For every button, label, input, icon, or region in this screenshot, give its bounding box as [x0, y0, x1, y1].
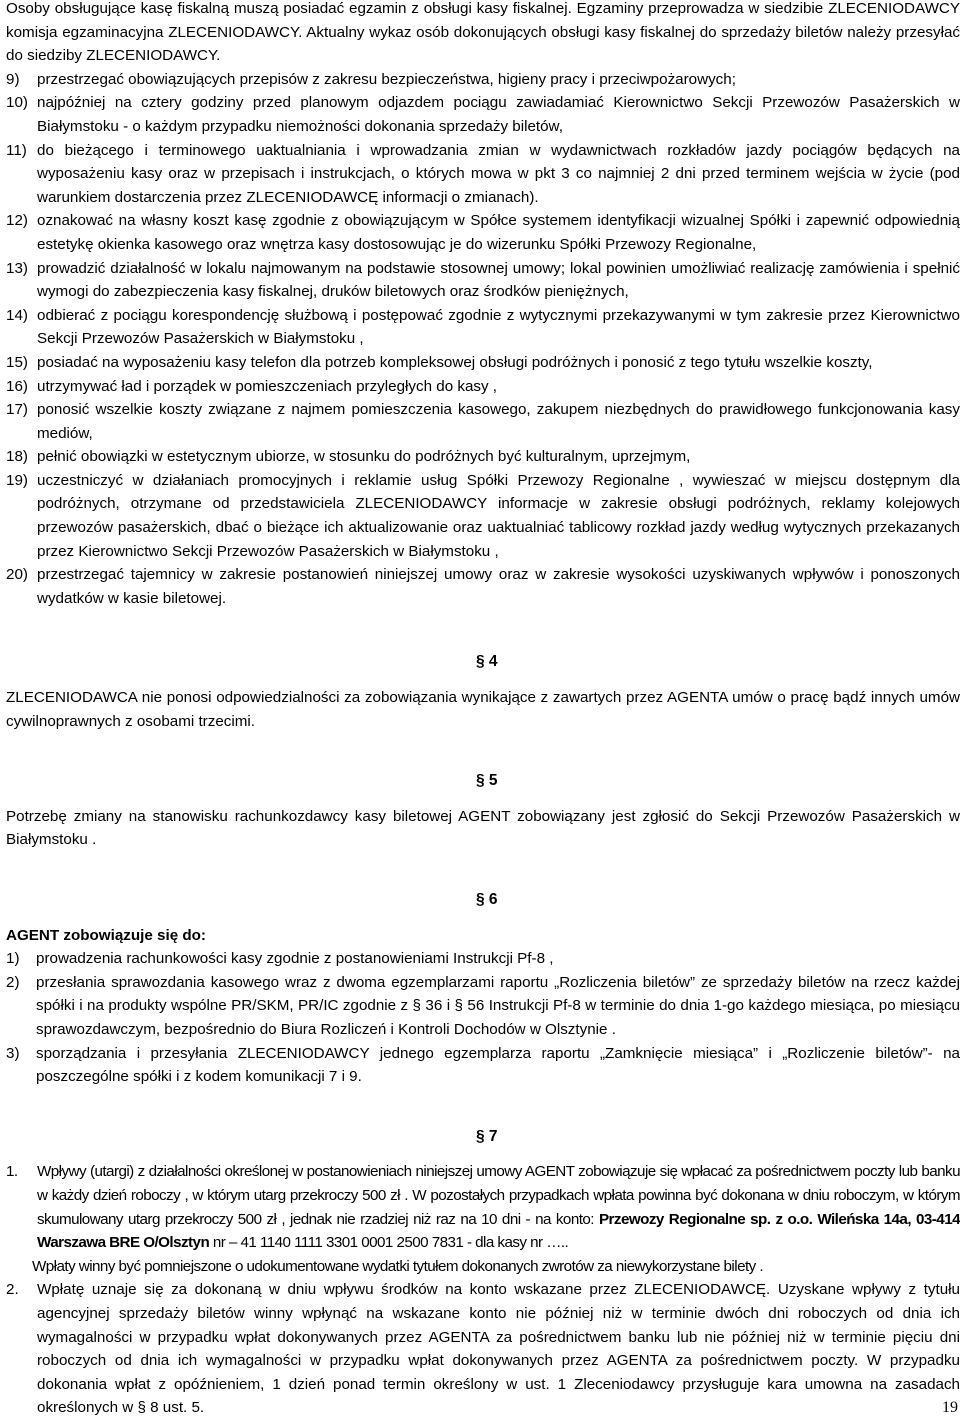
list-item: 15) posiadać na wyposażeniu kasy telefon dla potrzeb kompleksowej obsługi podróżnych i ponosić z tego tytułu wszelkie koszty,	[6, 353, 873, 371]
account-holder: Przewozy Regionalne sp. z o.o. Wileńska 14a, 03-414 Warszawa BRE O/Olsztyn	[37, 1210, 960, 1252]
section-6-lead: AGENT zobowiązuje się do:	[6, 926, 206, 944]
list-item: 10) najpóźniej na cztery godziny przed planowym odjazdem pociągu zawiadamiać Kierownictwo Sekcji Przewozów Pasażerskich w Białymstoku - o każdym przypadku niemożności dokonania sprzedaży biletów,	[6, 94, 960, 135]
list-item: 1) prowadzenia rachunkowości kasy zgodnie z postanowieniami Instrukcji Pf-8 ,	[6, 950, 554, 968]
list-item: 3) sporządzania i przesyłania ZLECENIODAWCY jednego egzemplarza raportu „Zamknięcie miesiąca” i „Rozliczenie biletów”- na poszczególne spółki i z kodem komunikacji 7 i 9.	[6, 1044, 960, 1086]
point-1-text: Wpływy (utargi) z działalności określonej w postanowieniach niniejszej umowy AGENT zobowiązuje się wpłacać za pośrednictwem poczty lub banku w każdy dzień roboczy , w którym utarg przekroczy 500 zł . W pozostałych przypadkach wpłata powinna być dokonana w dniu roboczym, w którym skumulowany utarg przekroczy 500 zł , jednak nie rzadziej niż raz na 10 dni - na konto:	[37, 1163, 960, 1228]
section-4-text: ZLECENIODAWCA nie ponosi odpowiedzialności za zobowiązania wynikające z zawartych przez AGENTA umów o pracę bądź innych umów cywilnoprawnych z osobami trzecimi.	[6, 689, 960, 730]
account-number: nr – 41 1140 1111 3301 0001 2500 7831 - dla kasy nr …..	[212, 1234, 569, 1252]
list-item: 17) ponosić wszelkie koszty związane z najmem pomieszczenia kasowego, zakupem niezbędnych do prawidłowego funkcjonowania kasy mediów,	[6, 401, 960, 442]
list-item: 14) odbierać z pociągu korespondencję służbową i postępować zgodnie z wytycznymi przekazywanymi w tym zakresie przez Kierownictwo Sekcji Przewozów Pasażerskich w Białymstoku ,	[6, 306, 960, 348]
intro-paragraph: Osoby obsługujące kasę fiskalną muszą posiadać egzamin z obsługi kasy fiskalnej. Egzaminy przeprowadza w siedzibie ZLECENIODAWCY komisja egzaminacyjna ZLECENIODAWCY. Aktualny wykaz osób dokonujących obsługi kasy fiskalnej do sprzedaży biletów należy przesyłać do siedziby ZLECENIODAWCY.	[6, 0, 960, 65]
section-7-note: Wpłaty winny być pomniejszone o udokumentowane wydatki tytułem dokonanych zwrotów za niewykorzystane bilety .	[32, 1257, 764, 1275]
section-5-text: Potrzebę zmiany na stanowisku rachunkozdawcy kasy biletowej AGENT zobowiązany jest zgłosić do Sekcji Przewozów Pasażerskich w Białymstoku .	[6, 807, 960, 849]
list-item: 19) uczestniczyć w działaniach promocyjnych i reklamie usług Spółki Przewozy Regionalne , wywieszać w miejscu dostępnym dla podróżnych, otrzymane od przedstawiciela ZLECENIODAWCY informacje w zakresie obsługi podróżnych, reklamy kolejowych przewozów pasażerskich, dbać o bieżące ich aktualizowanie oraz uaktualniać tablicowy rozkład jazdy według wytycznych przekazanych przez Kierownictwo Sekcji Przewozów Pasażerskich w Białymstoku ,	[6, 471, 960, 560]
section-7-point-2: 2. Wpłatę uznaje się za dokonaną w dniu wpływu środków na konto wskazane przez ZLECENIODAWCĘ. Uzyskane wpływy z tytułu agencyjnej sprzedaży biletów winny wpłynąć na wskazane konto nie później niż w terminie dwóch dni roboczych od dnia ich wymagalności w przypadku wpłat dokonywanych przez AGENTA za pośrednictwem banku lub nie później niż w terminie pięciu dni roboczych od dnia ich wymagalności w przypadku wpłat dokonywanych przez AGENTA za pośrednictwem poczty. W przypadku dokonania wpłat z opóźnieniem, 1 dzień ponad termin określony w ust. 1 Zleceniodawcy przysługuje kara umowna na zasadach określonych w § 8 ust. 5.	[6, 1281, 960, 1417]
document-page	[6, 0, 960, 1420]
section-heading-5: § 5	[476, 772, 498, 790]
section-6-list	[6, 947, 960, 1089]
section-7-point-1: 1. Wpływy (utargi) z działalności określonej w postanowieniach niniejszej umowy AGENT zobowiązuje się wpłacać za pośrednictwem poczty lub banku w każdy dzień roboczy , w którym utarg przekroczy 500 zł . W pozostałych przypadkach wpłata powinna być dokonana w dniu roboczym, w którym skumulowany utarg przekroczy 500 zł , jednak nie rzadziej niż raz na 10 dni - na konto: Przewozy Regionalne sp. z o.o. Wileńska 14a, 03-414 Warszawa BRE O/Olsztyn nr – 41 1140 1111 3301 0001 2500 7831 - dla kasy nr …..	[6, 1163, 960, 1252]
obligations-list	[6, 68, 960, 611]
list-item: 2) przesłania sprawozdania kasowego wraz z dwoma egzemplarzami raportu „Rozliczenia biletów” ze sprzedaży biletów na rzecz każdej spółki i na produkty wspólne PR/SKM, PR/IC zgodnie z § 36 i § 56 Instrukcji Pf-8 w terminie do dnia 1-go każdego miesiąca, po miesiącu sprawozdawczym, bezpośrednio do Biura Rozliczeń i Kontroli Dochodów w Olsztynie .	[6, 973, 960, 1038]
list-item: 9) przestrzegać obowiązujących przepisów z zakresu bezpieczeństwa, higieny pracy i przeciwpożarowych;	[6, 70, 736, 88]
list-item: 12) oznakować na własny koszt kasę zgodnie z obowiązującym w Spółce systemem identyfikacji wizualnej Spółki i zapewnić odpowiednią estetykę okienka kasowego oraz wnętrza kasy dostosowując je do wizerunku Spółki Przewozy Regionalne,	[6, 212, 960, 253]
section-heading-7: § 7	[476, 1127, 498, 1145]
list-item: 20) przestrzegać tajemnicy w zakresie postanowień niniejszej umowy oraz w zakresie wysokości uzyskiwanych wpływów i ponoszonych wydatków w kasie biletowej.	[6, 566, 960, 607]
list-item: 13) prowadzić działalność w lokalu najmowanym na podstawie stosownej umowy; lokal powinien umożliwiać realizację zamówienia i spełnić wymogi do zabezpieczenia kasy fiskalnej, druków biletowych oraz środków pieniężnych,	[6, 259, 960, 301]
list-item: 11) do bieżącego i terminowego uaktualniania i wprowadzania zmian w wydawnictwach rozkładów jazdy pociągów będących na wyposażeniu kasy oraz w przepisach i instrukcjach, o których mowa w pkt 3 co najmniej 2 dni przed terminem wejścia w życie (pod warunkiem dostarczenia przez ZLECENIODAWCĘ informacji o zmianach).	[6, 141, 960, 206]
page-number: 19	[942, 1399, 958, 1417]
section-heading-4: § 4	[476, 653, 498, 671]
list-item: 16) utrzymywać ład i porządek w pomieszczeniach przyległych do kasy ,	[6, 377, 498, 395]
section-heading-6: § 6	[476, 891, 498, 908]
list-item: 18) pełnić obowiązki w estetycznym ubiorze, w stosunku do podróżnych być kulturalnym, uprzejmym,	[6, 448, 691, 466]
